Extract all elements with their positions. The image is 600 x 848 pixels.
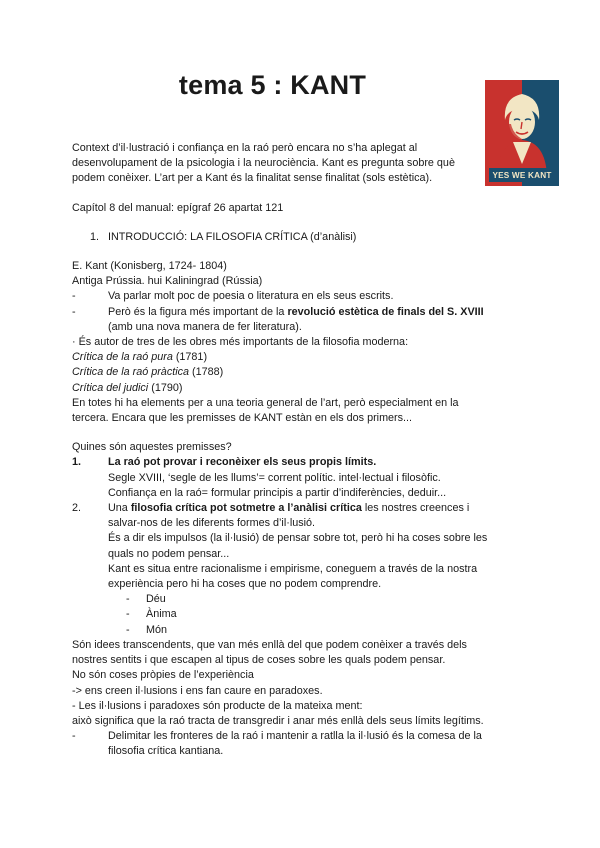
premise-detail: És a dir els impulsos (la il·lusió) de pensar sobre tot, però hi ha coses sobre les quals no podem pensar... [108, 532, 488, 560]
work-item: Crítica del judici (1790) [72, 381, 183, 394]
section-heading-number: 1. [90, 230, 100, 243]
kant-poster-image [485, 80, 559, 186]
closing-line: -> ens creen il·lusions i ens fan caure en paradoxes. [72, 684, 323, 697]
idea-item: - Món [126, 623, 168, 636]
premise-detail: Segle XVIII, ‘segle de les llums’= corrent polític. intel·lectual i filosòfic. [108, 471, 441, 484]
premise-item: 1. La raó pot provar i reconèixer els seus propis límits. [72, 456, 377, 469]
list-item: - Delimitar les fronteres de la raó i mantenir a ratlla la il·lusió és la comesa de la filosofia crítica kantiana. [72, 730, 482, 758]
list-item: - Però és la figura més important de la revolució estètica de finals del S. XVIII (amb una nova manera de fer literatura). [72, 305, 484, 333]
premises-question: Quines són aquestes premisses? [72, 441, 232, 454]
closing-line: això significa que la raó tracta de transgredir i anar més enllà dels seus límits legítims. [72, 714, 484, 727]
list-item: - Va parlar molt poc de poesia o literatura en els seus escrits. [72, 290, 394, 303]
bio-line: Antiga Prússia. hui Kaliningrad (Rússia) [72, 275, 263, 288]
chapter-reference: Capítol 8 del manual: epígraf 26 apartat 121 [72, 201, 284, 214]
closing-line: No són coses pròpies de l’experiència [72, 669, 254, 682]
idea-item: - Déu [126, 593, 166, 606]
premise-item: 2. Una filosofia crítica pot sotmetre a l’anàlisi crítica les nostres creences i salvar-nos de les diferents formes d’il·lusió. [72, 502, 470, 530]
bio-line: E. Kant (Konisberg, 1724- 1804) [72, 260, 227, 273]
work-item: Crítica de la raó pura (1781) [72, 351, 208, 364]
section-heading-suffix: (d’anàlisi) [307, 230, 357, 243]
intro-paragraph: Context d’il·lustració i confiança en la raó però encara no s’ha aplegat al desenvolupament de la psicologia i la neurociència. Kant es pregunta sobre què podem conèixer. L’art per a Kant és la finalitat sense finalitat (sols estètica). [72, 142, 455, 185]
page-title: tema 5 : KANT [178, 70, 367, 100]
poster-caption: YES WE KANT [492, 171, 552, 180]
idea-item: - Ànima [126, 608, 177, 621]
premise-detail: Confiança en la raó= formular principis a partir d’indiferències, deduir... [108, 486, 447, 499]
document-body [72, 141, 492, 760]
section-heading-text: INTRODUCCIÓ: LA FILOSOFIA CRÍTICA [108, 230, 308, 243]
closing-paragraph: Són idees transcendents, que van més enllà del que podem conèixer a través dels nostres sentits i que escapen al tipus de coses sobre les quals podem pensar. [72, 638, 467, 667]
work-item: Crítica de la raó pràctica (1788) [72, 366, 224, 379]
works-intro: · És autor de tres de les obres més importants de la filosofia moderna: [72, 336, 409, 349]
section-heading [72, 230, 492, 245]
closing-line: - Les il·lusions i paradoxes són producte de la mateixa ment: [72, 699, 363, 712]
works-note: En totes hi ha elements per a una teoria general de l’art, però especialment en la tercera. Encara que les premisses de KANT estàn en els dos primers... [72, 396, 459, 425]
premise-detail: Kant es situa entre racionalisme i empirisme, coneguem a través de la nostra experiència pero hi ha coses que no podem comprendre. [108, 562, 478, 591]
